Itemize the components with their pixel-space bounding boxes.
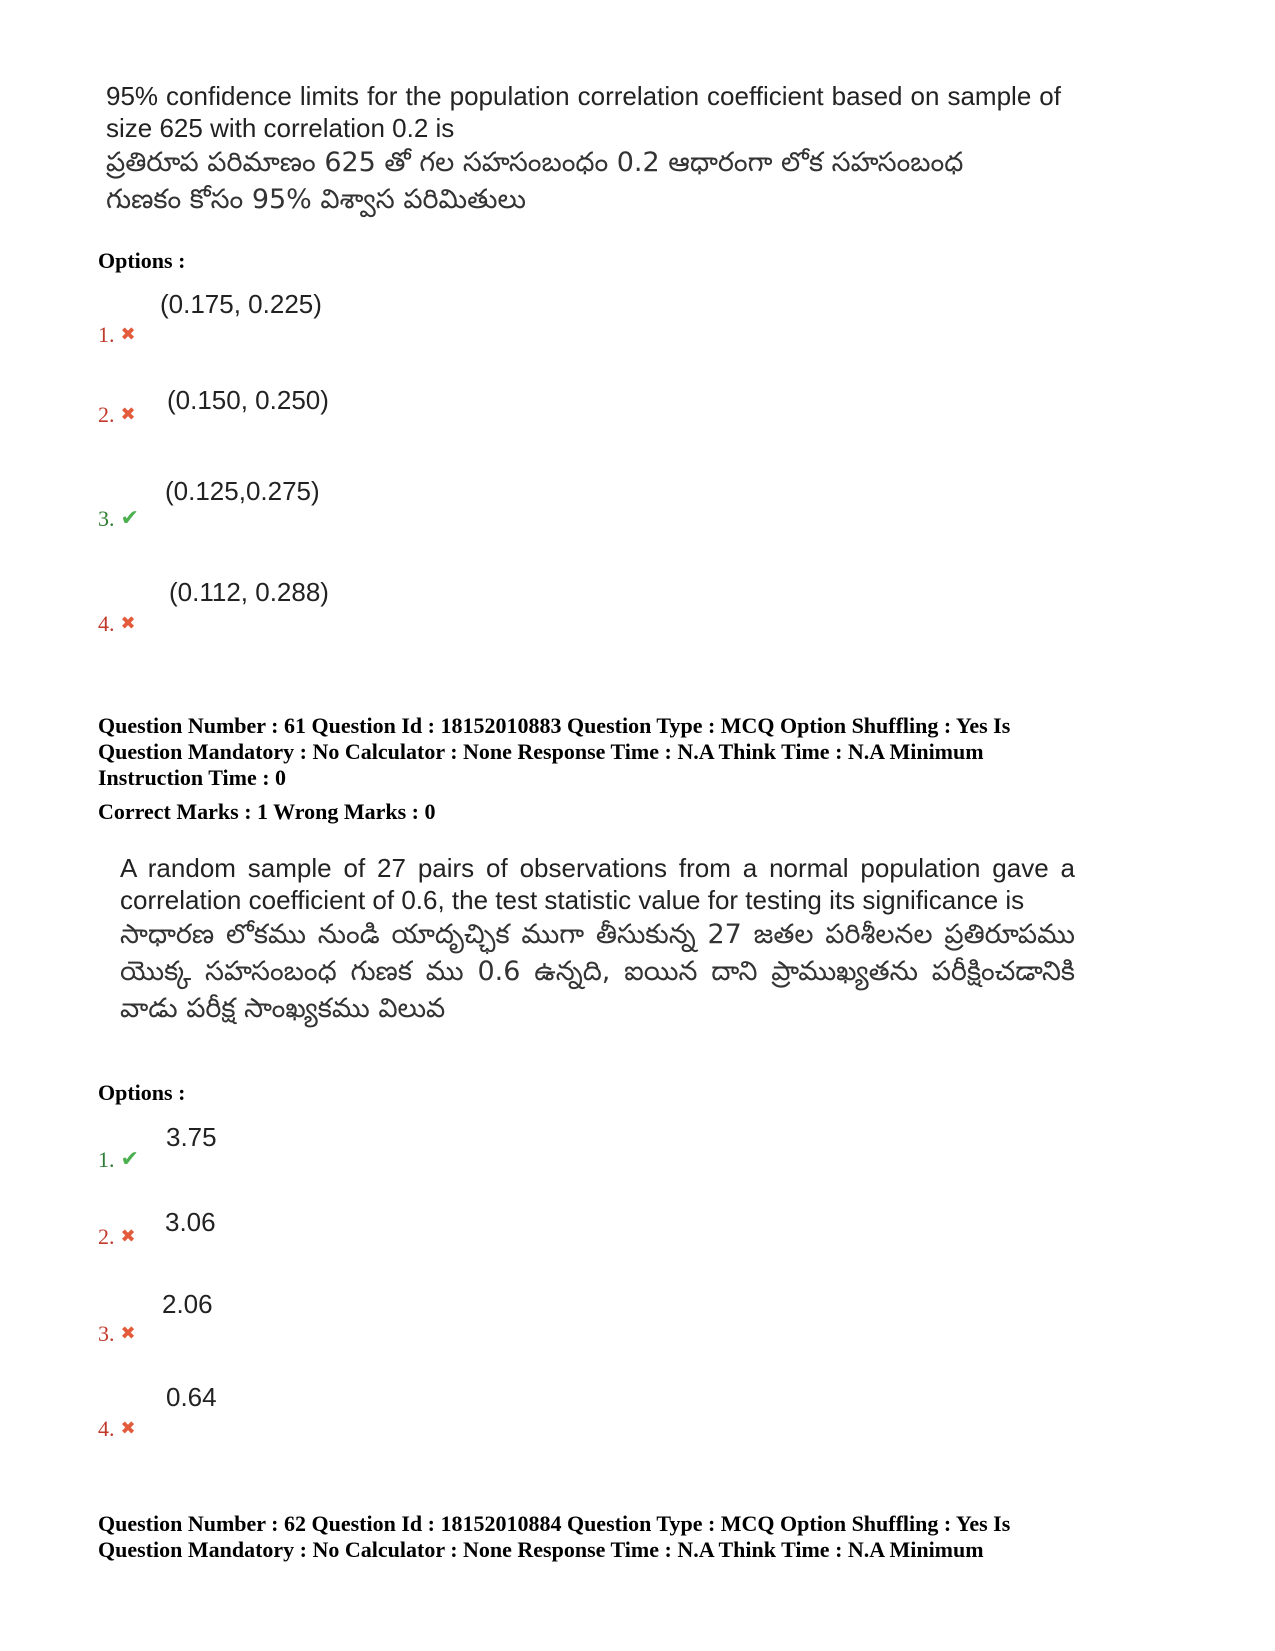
option-number-label: 1.: [98, 322, 115, 347]
question-62-meta: [98, 1511, 1218, 1563]
option-number: [98, 322, 136, 348]
wrong-mark-icon: ✖: [120, 404, 136, 425]
option-value: 0.64: [166, 1382, 217, 1412]
options-label: Options :: [98, 248, 186, 273]
option-number-label: 4.: [98, 611, 115, 636]
wrong-mark-icon: ✖: [120, 613, 136, 634]
option-value: (0.150, 0.250): [167, 385, 329, 415]
option-value: 2.06: [162, 1289, 213, 1319]
meta-line: Question Mandatory : No Calculator : None Response Time : N.A Think Time : N.A Minimum: [98, 739, 984, 764]
correct-check-icon: ✔: [120, 1147, 139, 1172]
meta-line: Question Mandatory : No Calculator : None Response Time : N.A Think Time : N.A Minimum: [98, 1537, 984, 1562]
option-number-label: 2.: [98, 1224, 115, 1249]
option-value: 3.06: [165, 1207, 216, 1237]
question-61-meta: [98, 713, 1218, 791]
option-number-label: 4.: [98, 1416, 115, 1441]
option-number: [98, 1321, 136, 1347]
wrong-mark-icon: ✖: [120, 1418, 136, 1439]
option-number-label: 2.: [98, 402, 115, 427]
question-60-text-te: ప్రతిరూప పరిమాణం 625 తో గల సహసంబంధం 0.2 ఆధారంగా లోక సహసంబంధ గుణకం కోసం 95% విశ్వాస పరిమితులు: [106, 147, 964, 215]
option-value: (0.112, 0.288): [169, 577, 329, 607]
option-number: [98, 1416, 136, 1442]
option-number-label: 1.: [98, 1147, 115, 1172]
option-value: 3.75: [166, 1122, 217, 1152]
option-value: (0.125,0.275): [165, 476, 320, 506]
option-number-label: 3.: [98, 506, 115, 531]
meta-line: Question Number : 61 Question Id : 18152010883 Question Type : MCQ Option Shuffling : Yes Is: [98, 713, 1011, 738]
option-number: [98, 506, 139, 532]
question-61-marks: Correct Marks : 1 Wrong Marks : 0: [98, 799, 436, 824]
meta-line: Question Number : 62 Question Id : 18152010884 Question Type : MCQ Option Shuffling : Yes Is: [98, 1511, 1011, 1536]
question-60-text-en: 95% confidence limits for the population correlation coefficient based on sample of size 625 with correlation 0.2 is: [106, 81, 1061, 143]
question-61-text-en: A random sample of 27 pairs of observations from a normal population gave a correlation coefficient of 0.6, the test statistic value for testing its significance is: [120, 853, 1075, 915]
option-number: [98, 1147, 139, 1173]
option-number: [98, 402, 136, 428]
question-61-text: [120, 852, 1075, 1027]
wrong-mark-icon: ✖: [120, 1323, 136, 1344]
question-61-text-te: సాధారణ లోకము నుండి యాదృచ్ఛిక ముగా తీసుకున్న 27 జతల పరిశీలనల ప్రతిరూపము యొక్క సహసంబంధ గుణక ము 0.6 ఉన్నది, ఐయిన దాని ప్రాముఖ్యతను పరీక్షించడానికి వాడు పరీక్ష సాంఖ్యకము విలువ: [120, 919, 1075, 1024]
meta-line: Instruction Time : 0: [98, 765, 287, 790]
options-label: Options :: [98, 1080, 186, 1105]
option-number-label: 3.: [98, 1321, 115, 1346]
wrong-mark-icon: ✖: [120, 1226, 136, 1247]
option-number: [98, 611, 136, 637]
wrong-mark-icon: ✖: [120, 324, 136, 345]
correct-check-icon: ✔: [120, 506, 139, 531]
option-number: [98, 1224, 136, 1250]
question-60-text: [106, 80, 1061, 218]
option-value: (0.175, 0.225): [160, 289, 322, 319]
